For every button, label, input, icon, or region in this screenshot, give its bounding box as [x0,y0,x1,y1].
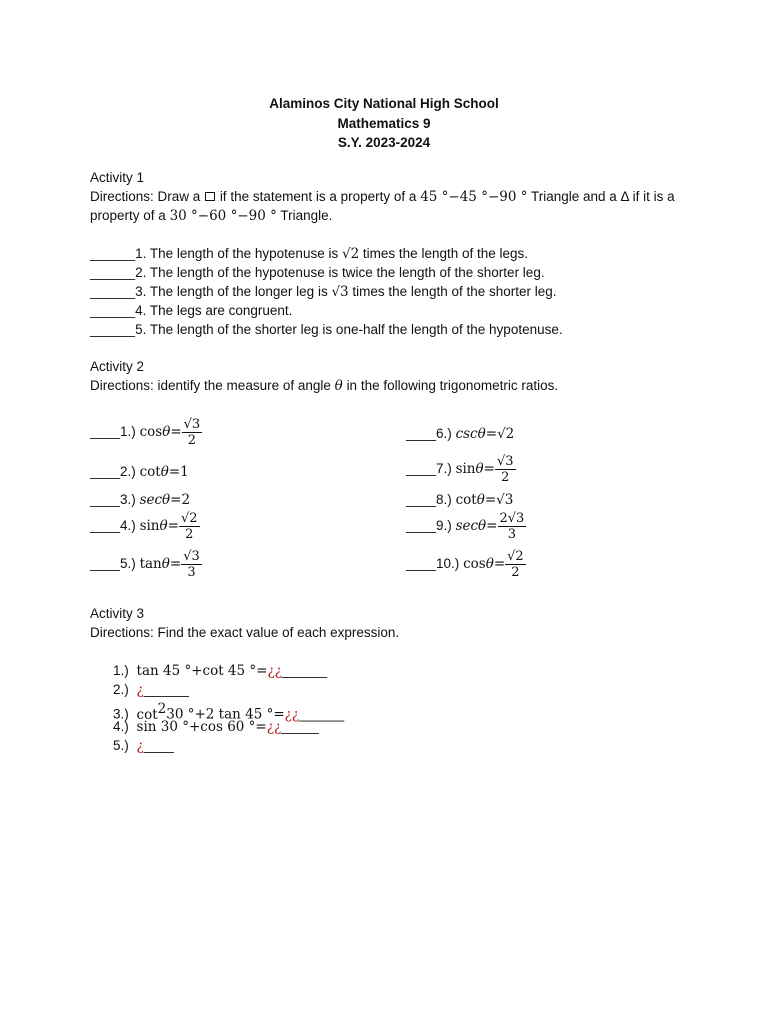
directions-text: if the statement is a property of a [219,189,417,204]
answer-blank[interactable]: ____1.) [90,424,136,440]
subject-title: Mathematics 9 [337,115,431,131]
activity2-directions [90,378,558,394]
theta-equals: θ= [162,424,182,441]
activity1-directions-line2 [90,208,332,224]
exponent: 2 [157,701,167,717]
directions-text: Triangle. [280,208,333,223]
item-number: 2.) [113,682,129,697]
expression: sin 30 °+cos 60 °= [136,719,267,735]
denominator: 2 [501,470,510,485]
item-text: 1. The length of the hypotenuse is [135,246,342,261]
broken-glyph: ¿ [136,682,144,698]
trig-item-9 [406,511,526,542]
activity3-directions: Directions: Find the exact value of each expression. [90,625,400,640]
trig-value: √2 [497,426,515,442]
directions-text: Directions: identify the measure of angle [90,378,331,393]
numerator: √3 [183,549,200,564]
trig-function: sec [139,492,163,508]
answer-blank[interactable]: ______ [90,322,136,337]
numerator: 2√3 [499,511,525,526]
trig-item-3 [90,492,190,508]
trig-function: sin [139,518,160,535]
theta-equals: θ= [159,518,179,535]
activity3-item-2 [113,682,189,698]
school-year: S.Y. 2023-2024 [337,135,431,150]
angle-30-60-90: 30 °−60 °−90 ° [169,208,277,224]
activity1-item [90,322,563,337]
theta-equals: θ= [161,556,182,573]
worksheet-header [0,94,768,153]
answer-blank[interactable]: ______ [281,663,328,678]
theta-equals: θ= [478,518,498,535]
answer-blank[interactable]: ____4.) [90,518,136,534]
trig-item-4 [90,511,200,542]
answer-blank[interactable]: ____8.) [406,492,452,507]
sqrt-3: √3 [331,284,349,300]
denominator: 3 [507,527,517,542]
fraction [498,511,527,542]
expression: cot [136,706,158,723]
angle-45-45-90: 45 °−45 °−90 ° [420,189,528,205]
numerator: √2 [180,511,198,526]
answer-blank[interactable]: ____10.) [406,556,460,572]
answer-blank[interactable]: ______ [90,265,136,280]
broken-glyph: ¿ [136,738,144,754]
denominator: 3 [187,565,196,580]
item-number: 5.) [113,738,129,753]
item-text: times the length of the shorter leg. [348,284,557,299]
answer-blank[interactable]: ______ [90,246,136,261]
trig-function: csc [455,426,478,442]
denominator: 2 [511,565,520,580]
answer-blank[interactable]: ____5.) [90,556,136,572]
trig-function: cot [455,492,477,508]
trig-function: cot [139,464,161,480]
theta-equals: θ= [477,426,498,442]
directions-text: in the following trigonometric ratios. [346,378,559,393]
fraction [179,511,200,542]
fraction [505,549,526,580]
square-symbol-icon [205,192,215,201]
denominator: 2 [185,527,194,542]
trig-item-10 [406,549,526,580]
activity1-item [90,265,545,280]
sqrt-2: √2 [341,246,360,262]
activity1-directions-line1 [90,189,675,205]
item-text: 4. The legs are congruent. [135,303,293,318]
trig-function: cos [463,556,486,573]
trig-function: cos [139,424,163,441]
activity1-item [90,246,528,262]
item-text: 5. The length of the shorter leg is one-half the length of the hypotenuse. [135,322,563,337]
theta-equals: θ= [162,492,182,508]
trig-value: 1 [180,464,189,480]
directions-text: property of a [90,208,166,223]
theta-equals: θ= [476,492,497,508]
numerator: √3 [496,454,514,469]
answer-blank[interactable]: ____2.) [90,464,136,479]
trig-function: sec [455,518,479,535]
fraction [181,549,202,580]
answer-blank[interactable]: ____9.) [406,518,452,534]
numerator: √3 [183,417,201,432]
activity2-title: Activity 2 [90,359,145,374]
activity1-item [90,303,292,318]
trig-value: 2 [181,492,191,508]
broken-glyph: ¿¿ [266,719,282,735]
trig-item-7 [406,454,516,485]
item-number: 1.) [113,663,129,678]
directions-text: Directions: Draw a [90,189,201,204]
broken-glyph: ¿¿ [284,706,300,723]
item-text: 2. The length of the hypotenuse is twice the length of the shorter leg. [135,265,545,280]
item-text: 3. The length of the longer leg is [135,284,332,299]
numerator: √2 [507,549,524,564]
activity1-title: Activity 1 [90,170,145,185]
item-number: 3.) [113,706,129,722]
trig-item-8 [406,492,513,508]
answer-blank[interactable]: ______ [90,284,136,299]
school-name: Alaminos City National High School [269,96,499,111]
theta-equals: θ= [160,464,181,480]
answer-blank[interactable]: ____6.) [406,426,452,441]
theta-equals: θ= [475,461,495,478]
answer-blank[interactable]: ____7.) [406,461,452,477]
trig-item-5 [90,549,202,580]
trig-item-6 [406,426,514,442]
trig-function: tan [139,556,162,573]
theta-symbol: θ [334,378,343,394]
answer-blank[interactable]: _____ [281,719,319,734]
fraction [182,417,203,448]
answer-blank[interactable]: ____ [143,738,174,753]
activity3-title: Activity 3 [90,606,145,621]
activity3-item-4 [113,719,319,735]
trig-item-1 [90,417,202,448]
answer-blank[interactable]: ____3.) [90,492,136,507]
activity1-item [90,284,557,300]
answer-blank[interactable]: ______ [90,303,136,318]
item-text: times the length of the legs. [359,246,529,261]
fraction [495,454,516,485]
expression: tan 45 °+cot 45 °= [136,663,268,679]
denominator: 2 [187,433,197,448]
activity3-item-1 [113,663,327,679]
trig-item-2 [90,464,189,480]
theta-equals: θ= [485,556,506,573]
broken-glyph: ¿¿ [267,663,282,679]
trig-value: √3 [496,492,514,508]
activity3-item-5 [113,738,174,754]
trig-function: sin [455,461,476,478]
answer-blank[interactable]: ______ [299,706,345,722]
answer-blank[interactable]: ______ [143,682,189,697]
expression: 30 °+2 tan 45 °= [166,706,285,723]
directions-text: Triangle and a Δ if it is a [531,189,675,204]
item-number: 4.) [113,719,129,734]
